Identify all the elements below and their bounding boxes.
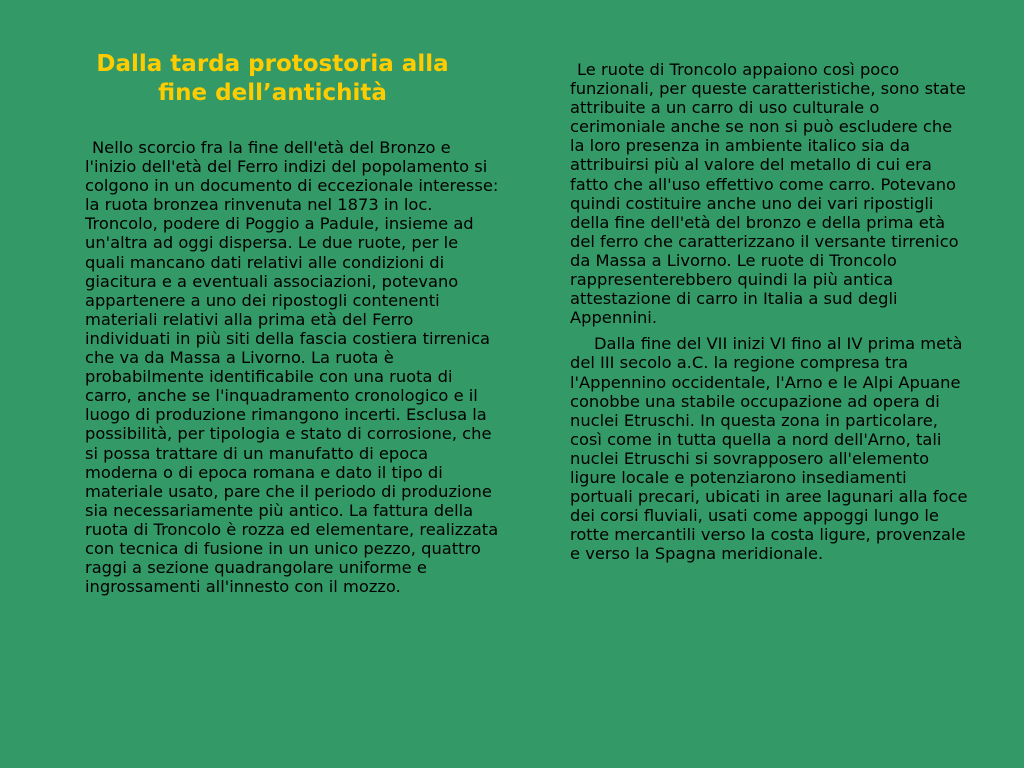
right-paragraph-1: Le ruote di Troncolo appaiono così poco funzionali, per queste caratteristiche, sono state attribuite a un carro di uso culturale o cerimoniale anche se non si può escludere che la loro presenza in ambiente italico sia da attribuirsi più al valore del metallo di cui era fatto che all'uso effettivo come carro. Potevano quindi costituire anche uno dei vari ripostigli della fine dell'età del bronzo e della prima età del ferro che caratterizzano il versante tirrenico da Massa a Livorno. Le ruote di Troncolo rappresenterebbero quindi la più antica attestazione di carro in Italia a sud degli Appennini. bbox=[570, 60, 966, 328]
left-paragraph: Nello scorcio fra la fine dell'età del Bronzo e l'inizio dell'età del Ferro indizi del popolamento si colgono in un documento di eccezionale interesse: la ruota bronzea rinvenuta nel 1873 in loc. Troncolo, podere di Poggio a Padule, insieme ad un'altra ad oggi dispersa. Le due ruote, per le quali mancano dati relativi alle condizioni di giacitura e a eventuali associazioni, potevano appartenere a uno dei ripostogli contenenti materiali relativi alla prima età del Ferro individuati in più siti della fascia costiera tirrenica che va da Massa a Livorno. La ruota è probabilmente identificabile con una ruota di carro, anche se l'inquadramento cronologico e il luogo di produzione rimangono incerti. Esclusa la possibilità, per tipologia e stato di corrosione, che si possa trattare di un manufatto di epoca moderna o di epoca romana e dato il tipo di materiale usato, pare che il periodo di produzione sia necessariamente più antico. La fattura della ruota di Troncolo è rozza ed elementare, realizzata con tecnica di fusione in un unico pezzo, quattro raggi a sezione quadrangolare uniforme e ingrossamenti all'innesto con il mozzo. bbox=[85, 138, 499, 597]
slide-title: Dalla tarda protostoria alla fine dell’antichità bbox=[96, 51, 449, 106]
right-paragraph-2: Dalla fine del VII inizi VI fino al IV prima metà del III secolo a.C. la regione compresa tra l'Appennino occidentale, l'Arno e le Alpi Apuane conobbe una stabile occupazione ad opera di nuclei Etruschi. In questa zona in particolare, così come in tutta quella a nord dell'Arno, tali nuclei Etruschi si sovrapposero all'elemento ligure locale e potenziarono insediamenti portuali precari, ubicati in aree lagunari alla foce dei corsi fluviali, usati come appoggi lungo le rotte mercantili verso la costa ligure, provenzale e verso la Spagna meridionale. bbox=[570, 334, 968, 564]
left-text-column bbox=[85, 138, 500, 596]
right-text-column bbox=[570, 60, 970, 563]
